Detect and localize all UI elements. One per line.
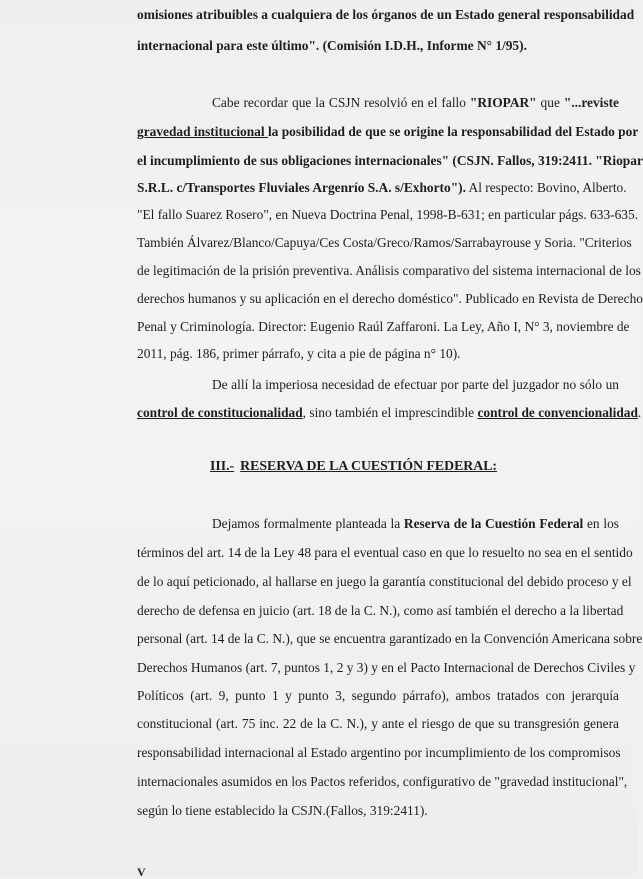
para3-line-1: [212, 515, 619, 533]
para1-line-6: También Álvarez/Blanco/Capuya/Ces Costa/Greco/Ramos/Sarrabayrouse y Soria. "Criterios: [137, 235, 632, 250]
para3-line-6: Derechos Humanos (art. 7, puntos 1, 2 y 3) y en el Pacto Internacional de Derechos Civiles y: [137, 660, 636, 675]
para1-line-5: "El fallo Suarez Rosero", en Nueva Doctrina Penal, 1998-B-631; en particular págs. 633-635.: [137, 207, 639, 222]
para3-line-9: responsabilidad internacional al Estado argentino por incumplimiento de los compromisos: [137, 745, 621, 760]
section-heading: [210, 457, 497, 475]
para1-line-10: 2011, pág. 186, primer párrafo, y cita a pie de página n° 10).: [137, 346, 461, 361]
para0-line-1: omisiones atribuibles a cualquiera de los órganos de un Estado general responsabilidad: [137, 7, 635, 22]
para0-line-2: internacional para este último". (Comisión I.D.H., Informe N° 1/95).: [137, 38, 527, 53]
para1-line-2: [137, 123, 639, 141]
para1-line-9: Penal y Criminología. Director: Eugenio Raúl Zaffaroni. La Ley, Año I, N° 3, noviembre de: [137, 319, 630, 334]
para3-line-7: Políticos (art. 9, punto 1 y punto 3, segundo párrafo), ambos tratados con jerarquía: [137, 688, 619, 703]
para2-line-1: De allí la imperiosa necesidad de efectuar por parte del juzgador no sólo un: [212, 377, 619, 392]
para3-line-5: personal (art. 14 de la C. N.), que se encuentra garantizado en la Convención Americana sobre: [137, 631, 643, 646]
control-convencionalidad: control de convencionalidad: [477, 405, 638, 420]
section-title: RESERVA DE LA CUESTIÓN FEDERAL:: [240, 458, 498, 473]
para3-line-2: términos del art. 14 de la Ley 48 para el eventual caso en que lo resuelto no sea en el sentido: [137, 545, 633, 560]
para1-text: la posibilidad de que se origine la responsabilidad del Estado por: [267, 124, 639, 139]
para3-line-10: internacionales asumidos en los Pactos referidos, configurativo de "gravedad institucional",: [137, 774, 628, 789]
section-number: III.-: [210, 458, 235, 473]
para2-text: , sino también el imprescindible: [302, 405, 478, 420]
para3-line-3: de lo aquí peticionado, al hallarse en juego la garantía constitucional del debido proceso y el: [137, 574, 632, 589]
para1-text: Al respecto: Bovino, Alberto.: [465, 180, 627, 195]
para1-line-3: [137, 152, 643, 170]
para1-line-7: de legitimación de la prisión preventiva. Análisis comparativo del sistema internacional de los: [137, 263, 641, 278]
para1-text: Cabe recordar que la CSJN resolvió en el fallo: [212, 95, 470, 110]
para3-line-4: derecho de defensa en juicio (art. 18 de la C. N.), como así también el derecho a la libertad: [137, 603, 624, 618]
para3-text: Dejamos formalmente planteada la: [212, 516, 404, 531]
para1-bold-citation: el incumplimiento de sus obligaciones internacionales" (CSJN. Fallos, 319:2411.: [137, 153, 596, 168]
para1-bold-citation: S.R.L. c/Transportes Fluviales Argenrío S.A. s/Exhorto").: [137, 180, 466, 195]
para2-line-2: [137, 404, 642, 422]
riopar-case-name: "RIOPAR": [469, 95, 537, 110]
para2-text: .: [637, 405, 642, 420]
para3-line-11: según lo tiene establecido la CSJN.(Fallos, 319:2411).: [137, 803, 428, 818]
para1-line-4: [137, 179, 627, 197]
reserva-cuestion-federal: Reserva de la Cuestión Federal: [403, 516, 584, 531]
para1-line-8: derechos humanos y su aplicación en el derecho doméstico". Publicado en Revista de Derecho: [137, 291, 643, 306]
next-section-mark: V: [137, 865, 146, 879]
para1-line-1: [212, 94, 619, 112]
para3-text: en los: [583, 516, 619, 531]
para1-quote-start: "...reviste: [563, 95, 619, 110]
control-constitucionalidad: control de constitucionalidad: [137, 405, 303, 420]
para1-text: que: [536, 95, 564, 110]
gravedad-institucional-underlined: gravedad institucional: [137, 124, 268, 139]
para3-line-8: constitucional (art. 75 inc. 22 de la C. N.), y ante el riesgo de que su transgresión genera: [137, 716, 619, 731]
para1-bold-citation: "Riopar: [595, 153, 643, 168]
